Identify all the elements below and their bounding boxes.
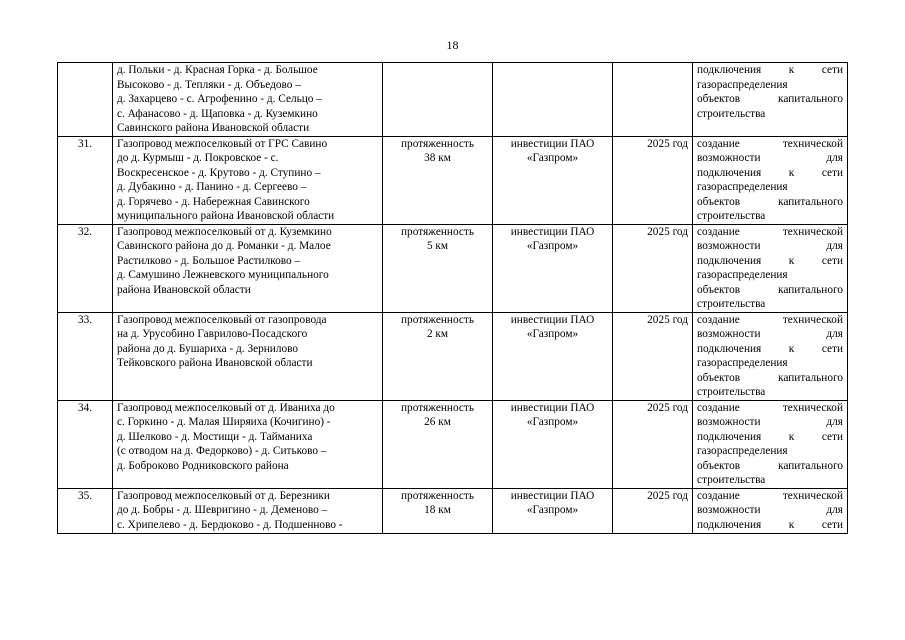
purpose-line: газораспределения: [697, 78, 788, 91]
purpose-line: подключения к сети: [697, 64, 843, 76]
cell-num: 33.: [58, 312, 113, 400]
length-line: протяженность: [401, 489, 474, 502]
purpose-line: создание технической: [697, 489, 843, 502]
source-line: инвестиции ПАО: [510, 313, 595, 326]
cell-source: [493, 224, 613, 312]
cell-purpose: [693, 136, 848, 224]
purpose-line: подключения к сети: [697, 518, 843, 531]
cell-source: [493, 63, 613, 137]
name-line: с. Горкино - д. Малая Ширяиха (Кочигино) -: [117, 416, 331, 428]
cell-num: 34.: [58, 400, 113, 488]
purpose-line: объектов капитального: [697, 195, 843, 208]
cell-length: [383, 400, 493, 488]
cell-length: [383, 488, 493, 533]
length-line: протяженность: [401, 137, 474, 150]
table-row: [58, 136, 848, 224]
name-line: д. Боброково Родниковского района: [117, 459, 289, 472]
name-line: района Ивановской области: [117, 283, 251, 296]
source-line: «Газпром»: [526, 504, 579, 516]
length-line: 5 км: [426, 240, 449, 252]
purpose-line: газораспределения: [697, 269, 788, 281]
source-line: «Газпром»: [526, 240, 579, 252]
name-line: Растилково - д. Большое Растилково –: [117, 254, 301, 267]
purpose-line: газораспределения: [697, 357, 788, 369]
cell-source: [493, 136, 613, 224]
cell-year: 2025 год: [613, 136, 693, 224]
length-line: протяженность: [401, 313, 474, 326]
purpose-line: строительства: [697, 298, 766, 310]
cell-purpose: [693, 488, 848, 533]
purpose-line: подключения к сети: [697, 342, 843, 355]
purpose-line: объектов капитального: [697, 283, 843, 296]
cell-source: [493, 400, 613, 488]
purpose-line: возможности для: [697, 240, 843, 252]
cell-length: [383, 312, 493, 400]
length-line: 26 км: [424, 416, 451, 428]
cell-year: 2025 год: [613, 312, 693, 400]
source-line: «Газпром»: [526, 328, 579, 340]
purpose-line: возможности для: [697, 152, 843, 164]
name-line: Газопровод межпоселковый от ГРС Савино: [117, 137, 328, 150]
cell-purpose: [693, 63, 848, 137]
name-line: Высоково - д. Тепляки - д. Объедово –: [117, 78, 301, 91]
cell-length: [383, 224, 493, 312]
purpose-line: возможности для: [697, 504, 843, 516]
name-line: с. Афанасово - д. Щаповка - д. Куземкино: [117, 107, 318, 120]
cell-length: [383, 136, 493, 224]
cell-name: [113, 224, 383, 312]
cell-purpose: [693, 224, 848, 312]
length-line: 18 км: [424, 504, 451, 516]
cell-num: 31.: [58, 136, 113, 224]
purpose-line: подключения к сети: [697, 166, 843, 179]
name-line: д. Польки - д. Красная Горка - д. Большое: [117, 64, 318, 76]
cell-year: 2025 год: [613, 400, 693, 488]
purpose-line: объектов капитального: [697, 371, 843, 384]
name-line: д. Горячево - д. Набережная Савинского: [117, 195, 310, 208]
name-line: муниципального района Ивановской области: [117, 210, 335, 222]
length-line: 38 км: [424, 152, 451, 164]
cell-year: 2025 год: [613, 488, 693, 533]
source-line: инвестиции ПАО: [510, 401, 595, 414]
name-line: (с отводом на д. Федорково) - д. Ситьково –: [117, 445, 327, 457]
table-row: [58, 312, 848, 400]
purpose-line: строительства: [697, 107, 766, 120]
name-line: Газопровод межпоселковый от д. Березники: [117, 489, 330, 502]
cell-purpose: [693, 400, 848, 488]
purpose-line: объектов капитального: [697, 459, 843, 472]
table-row: [58, 400, 848, 488]
cell-num: 32.: [58, 224, 113, 312]
purpose-line: создание технической: [697, 401, 843, 414]
cell-name: [113, 136, 383, 224]
purpose-line: возможности для: [697, 328, 843, 340]
purpose-line: подключения к сети: [697, 430, 843, 443]
cell-name: [113, 312, 383, 400]
table-row: [58, 488, 848, 533]
purpose-line: возможности для: [697, 416, 843, 428]
name-line: Тейковского района Ивановской области: [117, 357, 313, 369]
cell-num: 35.: [58, 488, 113, 533]
table-row: [58, 224, 848, 312]
cell-year: [613, 63, 693, 137]
purpose-line: объектов капитального: [697, 93, 843, 105]
length-line: протяженность: [401, 225, 474, 238]
purpose-line: подключения к сети: [697, 254, 843, 267]
source-line: инвестиции ПАО: [510, 225, 595, 238]
length-line: протяженность: [401, 401, 474, 414]
purpose-line: строительства: [697, 386, 766, 398]
name-line: д. Дубакино - д. Панино - д. Сергеево –: [117, 181, 307, 193]
cell-source: [493, 312, 613, 400]
purpose-line: газораспределения: [697, 445, 788, 457]
name-line: Газопровод межпоселковый от д. Куземкино: [117, 225, 332, 238]
name-line: до д. Бобры - д. Шевригино - д. Деменово –: [117, 504, 328, 516]
name-line: на д. Урусобино Гаврилово-Посадского: [117, 328, 308, 340]
length-line: 2 км: [426, 328, 449, 340]
purpose-line: газораспределения: [697, 181, 788, 193]
purpose-line: создание технической: [697, 313, 843, 326]
purpose-line: создание технической: [697, 137, 843, 150]
name-line: Савинского района до д. Романки - д. Малое: [117, 240, 331, 252]
cell-length: [383, 63, 493, 137]
cell-name: [113, 63, 383, 137]
purpose-line: строительства: [697, 210, 766, 222]
name-line: до д. Курмыш - д. Покровское - с.: [117, 152, 279, 164]
cell-purpose: [693, 312, 848, 400]
source-line: инвестиции ПАО: [510, 489, 595, 502]
cell-year: 2025 год: [613, 224, 693, 312]
name-line: района до д. Бушариха - д. Зернилово: [117, 342, 299, 355]
name-line: д. Самушино Лежневского муниципального: [117, 269, 329, 281]
name-line: с. Хрипелево - д. Бердюково - д. Подшенново -: [117, 518, 343, 531]
name-line: Газопровод межпоселковый от газопровода: [117, 313, 327, 326]
name-line: Газопровод межпоселковый от д. Иваниха до: [117, 401, 335, 414]
table-row-continuation: [58, 63, 848, 137]
name-line: Воскресенское - д. Крутово - д. Ступино –: [117, 166, 321, 179]
name-line: д. Шелково - д. Мостищи - д. Тайманиха: [117, 430, 313, 443]
purpose-line: строительства: [697, 474, 766, 486]
source-line: «Газпром»: [526, 416, 579, 428]
cell-name: [113, 488, 383, 533]
gas-pipeline-table: [57, 62, 848, 534]
cell-name: [113, 400, 383, 488]
name-line: Савинского района Ивановской области: [117, 122, 310, 134]
page-number: 18: [446, 38, 459, 52]
source-line: «Газпром»: [526, 152, 579, 164]
name-line: д. Захарцево - с. Агрофенино - д. Сельцо –: [117, 93, 322, 105]
cell-source: [493, 488, 613, 533]
source-line: инвестиции ПАО: [510, 137, 595, 150]
purpose-line: создание технической: [697, 225, 843, 238]
cell-num: [58, 63, 113, 137]
